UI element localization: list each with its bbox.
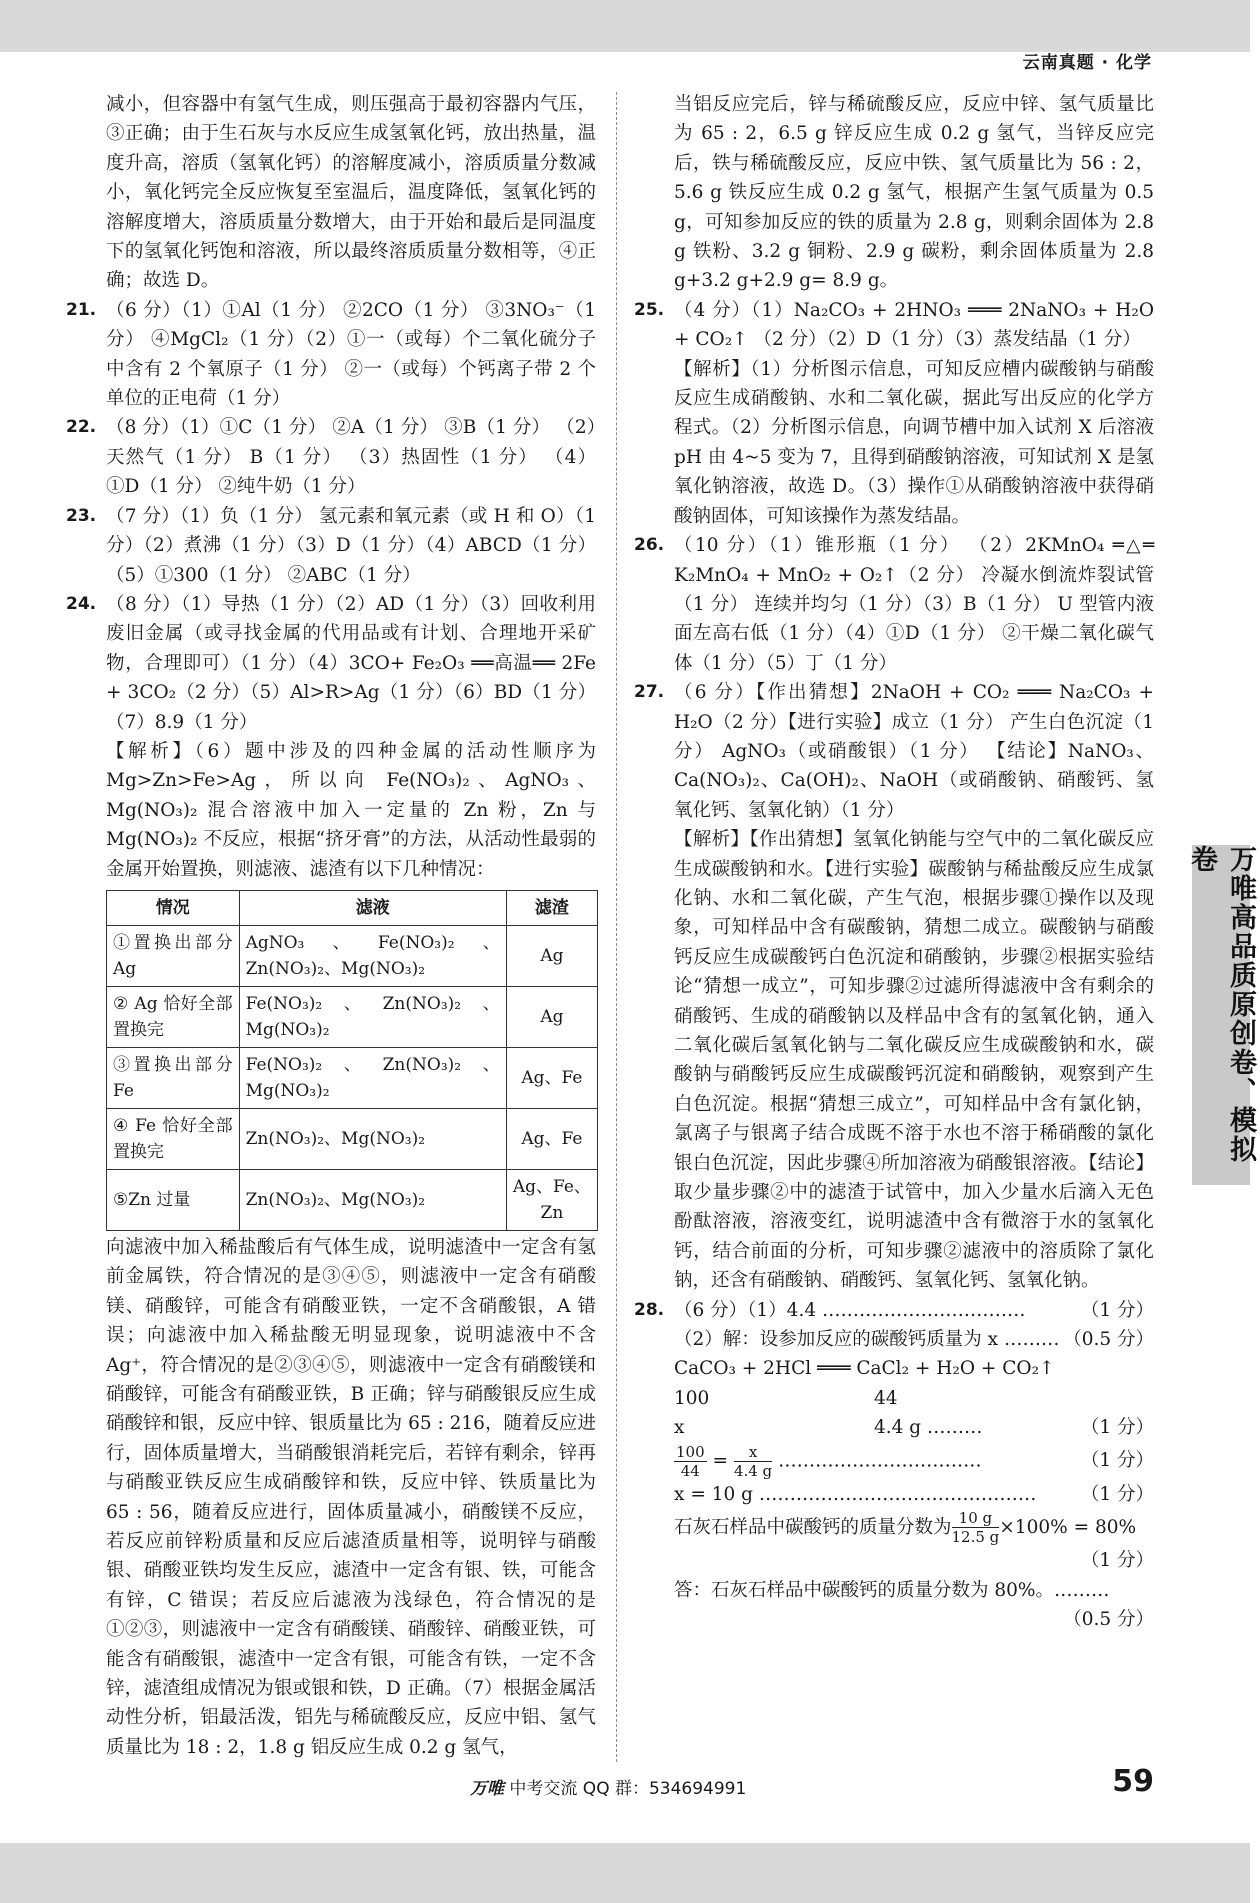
q21 (66, 296, 596, 414)
q24-answer: （8 分）（1）导热（1 分）（2）AD（1 分）（3）回收利用废旧金属（或寻找金属的代用品或有计划、合理地开采矿物，合理即可）（1 分）（4）3CO+ Fe₂O₃ ══高温══ 2Fe + 3CO₂（2 分）（5）Al>R>Ag（1 分）（6）BD（1 分）（7）8.9（1 分） (106, 593, 596, 733)
equals-sign: = (712, 1450, 729, 1472)
q23 (66, 502, 596, 590)
table-row (107, 925, 598, 986)
fraction-denominator: 12.5 g (951, 1528, 1000, 1547)
bottom-band (0, 1843, 1250, 1903)
fraction-denominator: 4.4 g (733, 1461, 773, 1480)
table-cell: ⑤Zn 过量 (107, 1169, 240, 1230)
q20-continuation: 减小，但容器中有氢气生成，则压强高于最初容器内气压，③正确；由于生石灰与水反应生成氢氧化钙，放出热量，温度升高，溶质（氢氧化钙）的溶解度减小，溶质质量分数减小，氧化钙完全反应恢复至室温后，温度降低，氢氧化钙的溶解度增大，溶质质量分数增大，由于开始和最后是同温度下的氢氧化钙饱和溶液，所以最终溶质质量分数相等，④正确；故选 D。 (106, 94, 596, 292)
table-cell: AgNO₃、Fe(NO₃)₂、Zn(NO₃)₂、Mg(NO₃)₂ (239, 925, 506, 986)
q28-given: 4.4 g ……… (874, 1417, 983, 1439)
table-cell: Ag、Fe (506, 1047, 597, 1108)
table-cell: Zn(NO₃)₂、Mg(NO₃)₂ (239, 1108, 506, 1169)
column-divider (616, 92, 617, 1762)
table-header-row (107, 890, 598, 925)
q28-line (674, 1480, 1154, 1509)
q28-line (674, 1384, 1154, 1413)
table-cell: Ag (506, 925, 597, 986)
table-cell: Ag、Fe (506, 1108, 597, 1169)
q28-score: （1 分） (1080, 1450, 1154, 1472)
q22-answer: （8 分）（1）①C（1 分） ②A（1 分） ③B（1 分） （2）天然气（1 分） B（1 分） （3）热固性（1 分） （4）①D（1 分） ②纯牛奶（1 分） (106, 417, 596, 498)
q25-number: 25. (634, 299, 665, 320)
q28-number: 28. (634, 1299, 665, 1320)
q28-equation: CaCO₃ + 2HCl ═══ CaCl₂ + H₂O + CO₂↑ (674, 1358, 1055, 1380)
left-column (66, 90, 596, 1762)
top-band (0, 0, 1250, 52)
page-number: 59 (1112, 1764, 1154, 1799)
q28-score: （1 分） (1080, 1483, 1154, 1505)
q28-line (674, 1443, 1154, 1480)
q27-answer: （6 分）【作出猜想】2NaOH + CO₂ ═══ Na₂CO₃ + H₂O（2 分）【进行实验】成立（1 分） 产生白色沉淀（1 分） AgNO₃（或硝酸银）（1 分） 【结论】NaNO₃、Ca(NO₃)₂、Ca(OH)₂、NaOH（或硝酸钠、硝酸钙、氢氧化钙、氢氧化钠）（1 分） (674, 682, 1154, 821)
q21-number: 21. (66, 299, 97, 320)
q28-line (674, 1325, 1154, 1354)
q28-score: （0.5 分） (1063, 1608, 1154, 1630)
residue-table (106, 890, 598, 1231)
table-cell: ①置换出部分 Ag (107, 925, 240, 986)
table-cell: ③置换出部分 Fe (107, 1047, 240, 1108)
table-row (107, 1108, 598, 1169)
q21-answer: （6 分）（1）①Al（1 分） ②2CO（1 分） ③3NO₃⁻（1 分） ④MgCl₂（1 分）（2）①一（或每）个二氧化硫分子中含有 2 个氧原子（1 分） ②一（或每）个钙离子带 2 个单位的正电荷（1 分） (106, 299, 596, 410)
table-row (107, 1047, 598, 1108)
fraction (952, 1509, 1000, 1546)
side-tab-label: 万唯高品质原创卷、模拟卷 (1186, 845, 1256, 1164)
table-row (107, 986, 598, 1047)
q28-line (674, 1413, 1154, 1442)
table-cell: Fe(NO₃)₂、Zn(NO₃)₂、Mg(NO₃)₂ (239, 986, 506, 1047)
table-cell: Fe(NO₃)₂、Zn(NO₃)₂、Mg(NO₃)₂ (239, 1047, 506, 1108)
side-tab (1186, 845, 1256, 1185)
footer-text: 中考交流 QQ 群：534694991 (509, 1779, 747, 1799)
q28-score: （1 分） (1080, 1299, 1154, 1321)
q24 (66, 590, 596, 737)
q28-unknown: x (674, 1417, 685, 1439)
q24-analysis-end: 当铝反应完后，锌与稀硫酸反应，反应中锌、氢气质量比为 65 : 2，6.5 g 锌反应生成 0.2 g 氢气，当锌反应完后，铁与稀硫酸反应，反应中铁、氢气质量比为 56 : 2，5.6 g 铁反应生成 0.2 g 氢气，根据产生氢气质量为 0.5 g，可知参加反应的铁的质量为 2.8 g，则剩余固体为 2.8 g 铁粉、3.2 g 铜粉、2.9 g 碳粉，剩余固体质量为 2.8 g+3.2 g+2.9 g= 8.9 g。 (674, 94, 1154, 292)
page-header: 云南真题 · 化学 (1022, 53, 1152, 73)
footer (470, 1774, 746, 1799)
q28-part1: （6 分）（1）4.4 …………………………… (674, 1299, 1026, 1321)
q28-line (674, 1509, 1154, 1546)
q24-number: 24. (66, 593, 97, 614)
q28-pct-label: 石灰石样品中碳酸钙的质量分数为 (674, 1516, 952, 1538)
q22 (66, 413, 596, 501)
q28-line (674, 1296, 1154, 1325)
q26-number: 26. (634, 535, 665, 556)
q24-analysis-continued: 向滤液中加入稀盐酸后有气体生成，说明滤渣中一定含有氢前金属铁，符合情况的是③④⑤，则滤液中一定含有硝酸镁、硝酸锌，可能含有硝酸亚铁，一定不含硝酸银，A 错误；向滤液中加入稀盐酸无明显现象，说明滤液中不含 Ag⁺，符合情况的是②③④⑤，则滤液中一定含有硝酸镁和硝酸锌，可能含有硝酸亚铁，B 正确；锌与硝酸银反应生成硝酸锌和银，反应中锌、银质量比为 65 : 216，随着反应进行，固体质量增大，当硝酸银消耗完后，若锌有剩余，锌再与硝酸亚铁反应生成硝酸锌和铁，反应中锌、铁质量比为 65 : 56，随着反应进行，固体质量减小，硝酸镁不反应，若反应前锌粉质量和反应后滤渣质量相等，说明锌与硝酸银、硝酸亚铁均发生反应，滤渣中一定含有银、铁，可能含有锌，C 错误；若反应后滤液为浅绿色，符合情况的是①②③，则滤液中一定含有硝酸镁、硝酸锌、硝酸亚铁，可能含有硝酸银，滤渣中一定含有银，可能含有铁，一定不含锌，滤渣组成情况为银或银和铁，D 正确。（7）根据金属活动性分析，铝最活泼，铝先与稀硫酸反应，反应中铝、氢气质量比为 18 : 2，1.8 g 铝反应生成 0.2 g 氢气， (106, 1236, 596, 1758)
table-header: 滤渣 (506, 890, 597, 925)
leader-dots: …………………………… (778, 1450, 982, 1472)
fraction-numerator: 100 (676, 1442, 705, 1461)
q24-analysis: 【解析】（6）题中涉及的四种金属的活动性顺序为 Mg>Zn>Fe>Ag，所以向 Fe(NO₃)₂、AgNO₃、Mg(NO₃)₂ 混合溶液中加入一定量的 Zn 粉，Zn 与 Mg(NO₃)₂ 不反应，根据“挤牙膏”的方法，从活动性最弱的金属开始置换，则滤液、滤渣有以下几种情况： (106, 740, 596, 880)
table-row (107, 1169, 598, 1230)
footer-brand: 万唯 (470, 1779, 504, 1799)
fraction-numerator: 10 g (952, 1509, 1000, 1528)
q28-solution (674, 1296, 1154, 1635)
fraction-numerator: x (734, 1443, 772, 1462)
table-cell: ④ Fe 恰好全部置换完 (107, 1108, 240, 1169)
q22-number: 22. (66, 417, 97, 438)
q25-answer: （4 分）（1）Na₂CO₃ + 2HNO₃ ═══ 2NaNO₃ + H₂O + CO₂↑ （2 分）（2）D（1 分）（3）蒸发结晶（1 分） (674, 299, 1154, 351)
q26-answer: （10 分）（1）锥形瓶（1 分） （2）2KMnO₄ ═△═ K₂MnO₄ + MnO₂ + O₂↑（2 分） 冷凝水倒流炸裂试管（1 分） 连续并均匀（1 分）（3）B（1 分） U 型管内液面左高右低（1 分）（4）①D（1 分） ②干燥二氧化碳气体（1 分）（5）丁（1 分） (674, 535, 1154, 674)
q28-score: （1 分） (1080, 1417, 1154, 1439)
q28-score: （1 分） (1080, 1550, 1154, 1572)
q27 (634, 678, 1154, 825)
table-cell: ② Ag 恰好全部置换完 (107, 986, 240, 1047)
table-header: 滤液 (239, 890, 506, 925)
table-cell: Ag、Fe、Zn (506, 1169, 597, 1230)
table-cell: Zn(NO₃)₂、Mg(NO₃)₂ (239, 1169, 506, 1230)
q28 (634, 1296, 1154, 1635)
fraction (734, 1443, 772, 1480)
q28-proportion (674, 1443, 982, 1480)
q25 (634, 296, 1154, 355)
q23-answer: （7 分）（1）负（1 分） 氢元素和氧元素（或 H 和 O）（1 分）（2）煮沸（1 分）（3）D（1 分）（4）ABCD（1 分）（5）①300（1 分） ②ABC（1 分） (106, 505, 596, 586)
q28-pct-value: ×100% = 80% (999, 1516, 1137, 1538)
q27-number: 27. (634, 682, 665, 703)
q28-mass-b: 44 (874, 1387, 898, 1409)
q28-mass-a: 100 (674, 1387, 710, 1409)
q25-analysis: 【解析】（1）分析图示信息，可知反应槽内碳酸钠与硝酸反应生成硝酸钠、水和二氧化碳，据此写出反应的化学方程式。（2）分析图示信息，向调节槽中加入试剂 X 后溶液 pH 由 4~5 变为 7，且得到硝酸钠溶液，可知试剂 X 是氢氧化钠溶液，故选 D。（3）操作①从硝酸钠溶液中获得硝酸钠固体，可知该操作为蒸发结晶。 (674, 358, 1154, 527)
q26 (634, 531, 1154, 678)
table-header: 情况 (107, 890, 240, 925)
q23-number: 23. (66, 505, 97, 526)
right-column (634, 90, 1154, 1634)
fraction (674, 1443, 707, 1480)
q28-assume: （2）解：设参加反应的碳酸钙质量为 x ……… (674, 1329, 1060, 1351)
q27-analysis: 【解析】【作出猜想】氢氧化钠能与空气中的二氧化碳反应生成碳酸钠和水。【进行实验】碳酸钠与稀盐酸反应生成氯化钠、水和二氧化碳，产生气泡，根据步骤①操作以及现象，可知样品中含有碳酸钠，猜想二成立。碳酸钠与硝酸钙反应生成碳酸钙白色沉淀和硝酸钠，步骤②根据实验结论“猜想一成立”，可知步骤②过滤所得滤液中含有剩余的硝酸钙、生成的硝酸钠以及样品中含有的氢氧化钠，通入二氧化碳后氢氧化钠与二氧化碳反应生成碳酸钠和水，碳酸钠与硝酸钙反应生成碳酸钙沉淀和硝酸钠，观察到产生白色沉淀。根据“猜想三成立”，可知样品中含有氯化钠，氯离子与银离子结合成既不溶于水也不溶于稀硝酸的氯化银白色沉淀，因此步骤④所加溶液为硝酸银溶液。【结论】取少量步骤②中的滤渣于试管中，加入少量水后滴入无色酚酞溶液，溶液变红，说明滤渣中含有微溶于水的氢氧化钙，结合前面的分析，可知步骤②滤液中的溶质除了氯化钠，还含有硝酸钠、硝酸钙、氢氧化钙、氢氧化钠。 (674, 829, 1154, 1292)
table-cell: Ag (506, 986, 597, 1047)
fraction-denominator: 44 (680, 1461, 700, 1480)
q28-score: （0.5 分） (1063, 1329, 1154, 1351)
q28-answer: 答：石灰石样品中碳酸钙的质量分数为 80%。……… (674, 1579, 1110, 1601)
q28-x-result: x = 10 g ……………………………………… (674, 1483, 1037, 1505)
